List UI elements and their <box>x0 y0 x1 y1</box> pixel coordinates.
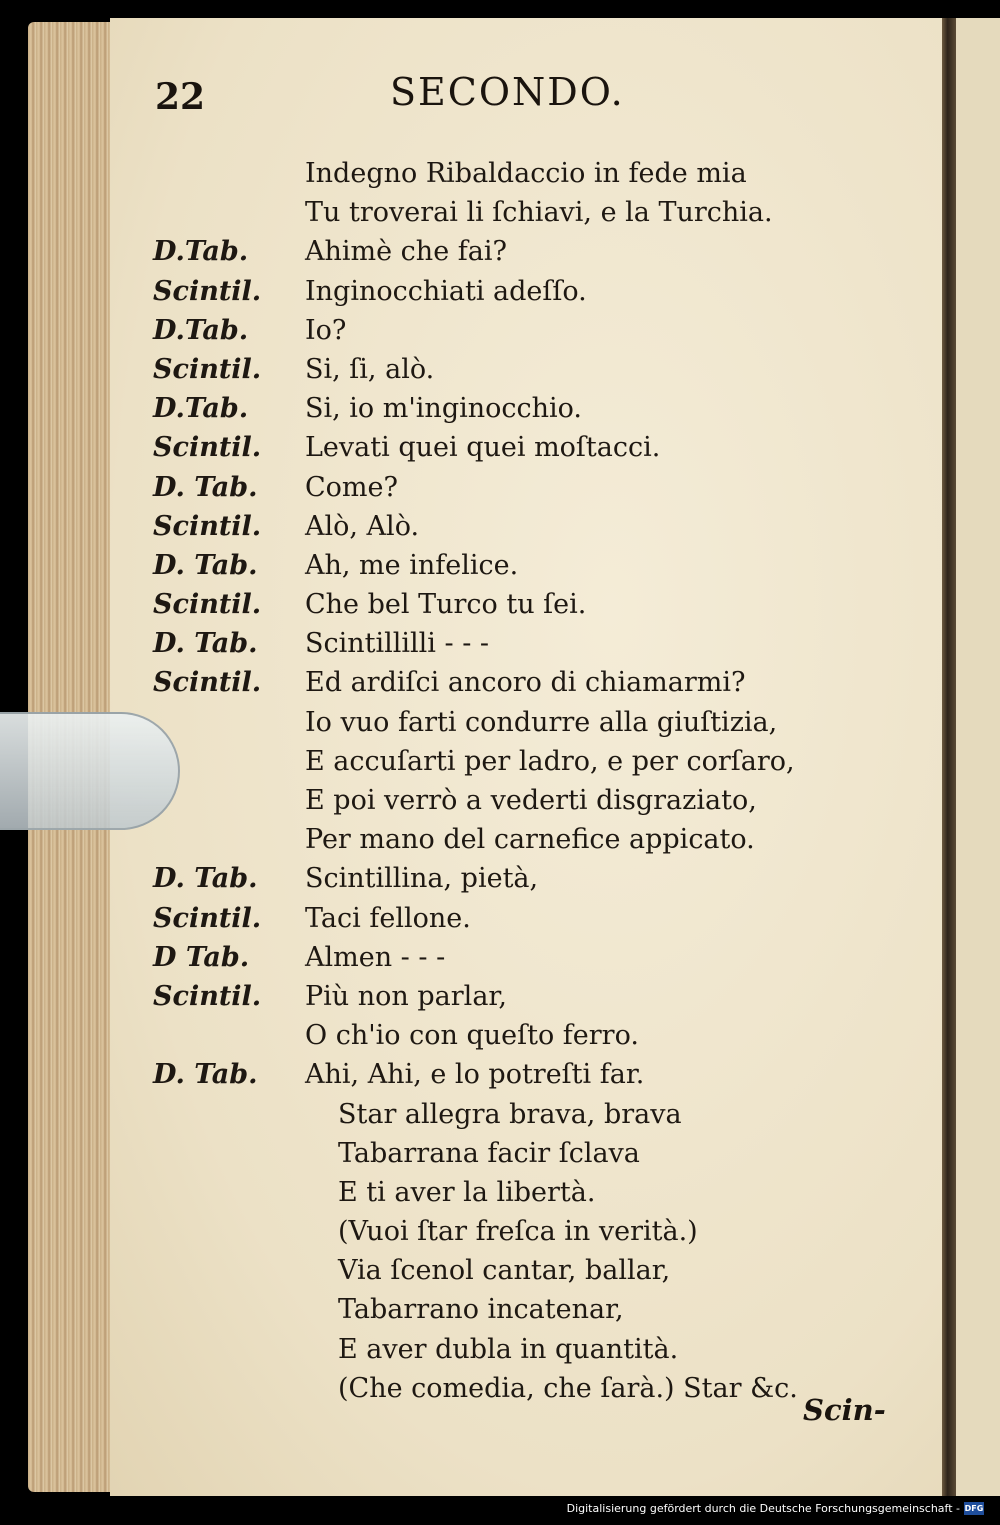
dialogue-line <box>0 1294 1000 1333</box>
line-text: Alò, Alò. <box>305 510 420 542</box>
line-text: O ch'io con queſto ferro. <box>305 1020 639 1052</box>
line-text: Ahimè che fai? <box>305 236 507 268</box>
speaker-label: D.Tab. <box>153 314 249 346</box>
dialogue-line <box>0 432 1000 471</box>
line-text: Almen - - - <box>305 941 446 973</box>
line-text: Taci fellone. <box>305 902 471 934</box>
speaker-label: Scintil. <box>153 667 262 699</box>
dialogue-line <box>0 472 1000 511</box>
speaker-label: Scintil. <box>153 980 262 1012</box>
line-text: Star allegra brava, brava <box>338 1098 682 1130</box>
digitization-credit: Digitalisierung gefördert durch die Deutsche Forschungsgemeinschaft - <box>566 1502 960 1515</box>
dialogue-lines <box>0 158 1000 1412</box>
dialogue-line <box>0 1059 1000 1098</box>
dialogue-line <box>0 158 1000 197</box>
dialogue-line <box>0 1099 1000 1138</box>
speaker-label: D. Tab. <box>153 863 258 895</box>
line-text: Per mano del carnefice appicato. <box>305 824 755 856</box>
dialogue-line <box>0 197 1000 236</box>
line-text: Via ſcenol cantar, ballar, <box>338 1255 671 1287</box>
speaker-label: Scintil. <box>153 510 262 542</box>
catchword: Scin- <box>803 1393 886 1427</box>
speaker-label: D.Tab. <box>153 236 249 268</box>
page-number: 22 <box>155 76 206 118</box>
dialogue-line <box>0 1177 1000 1216</box>
line-text: Inginocchiati adeſſo. <box>305 275 587 307</box>
dialogue-line <box>0 1334 1000 1373</box>
line-text: Si, io m'inginocchio. <box>305 393 583 425</box>
dialogue-line <box>0 1138 1000 1177</box>
dialogue-line <box>0 1020 1000 1059</box>
line-text: E poi verrò a vederti disgraziato, <box>305 785 757 816</box>
dialogue-line <box>0 942 1000 981</box>
line-text: Indegno Ribaldaccio in fede mia <box>305 158 747 189</box>
line-text: Tu troverai li ſchiavi, e la Turchia. <box>305 197 773 229</box>
speaker-label: D. Tab. <box>153 1059 258 1091</box>
dialogue-line <box>0 589 1000 628</box>
speaker-label: Scintil. <box>153 589 262 621</box>
dialogue-line <box>0 746 1000 785</box>
speaker-label: D. Tab. <box>153 549 258 581</box>
line-text: Levati quei quei moſtacci. <box>305 432 661 464</box>
dialogue-line <box>0 511 1000 550</box>
dialogue-line <box>0 1255 1000 1294</box>
line-text: Ed ardiſci ancoro di chiamarmi? <box>305 667 746 699</box>
line-text: Più non parlar, <box>305 980 507 1012</box>
speaker-label: Scintil. <box>153 275 262 307</box>
line-text: E aver dubla in quantità. <box>338 1333 679 1365</box>
line-text: (Vuoi ſtar freſca in verità.) <box>338 1216 698 1248</box>
line-text: Scintillilli - - - <box>305 628 490 660</box>
dialogue-line <box>0 628 1000 667</box>
dialogue-line <box>0 981 1000 1020</box>
dfg-logo: DFG <box>964 1504 984 1513</box>
dialogue-line <box>0 354 1000 393</box>
speaker-label: Scintil. <box>153 432 262 464</box>
line-text: Come? <box>305 471 398 503</box>
dialogue-line <box>0 903 1000 942</box>
line-text: E accuſarti per ladro, e per corſaro, <box>305 745 795 777</box>
speaker-label: D Tab. <box>153 941 250 973</box>
line-text: Tabarrano incatenar, <box>338 1294 624 1326</box>
line-text: Scintillina, pietà, <box>305 863 539 895</box>
line-text: Ah, me infelice. <box>305 549 519 581</box>
line-text: Che bel Turco tu ſei. <box>305 589 587 621</box>
dialogue-line <box>0 707 1000 746</box>
speaker-label: Scintil. <box>153 353 262 385</box>
running-head: SECONDO. <box>390 70 625 114</box>
dialogue-line <box>0 236 1000 275</box>
line-text: Si, ſi, alò. <box>305 353 435 385</box>
dialogue-line <box>0 1216 1000 1255</box>
line-text: E ti aver la libertà. <box>338 1176 596 1208</box>
dialogue-line <box>0 276 1000 315</box>
line-text: Io? <box>305 314 347 346</box>
dialogue-line <box>0 824 1000 863</box>
speaker-label: D. Tab. <box>153 628 258 660</box>
dialogue-line <box>0 393 1000 432</box>
dialogue-line <box>0 667 1000 706</box>
line-text: Ahi, Ahi, e lo potreſti far. <box>305 1059 645 1091</box>
dialogue-line <box>0 785 1000 824</box>
line-text: Tabarrana facir ſclava <box>338 1137 640 1169</box>
dialogue-line <box>0 863 1000 902</box>
line-text: Io vuo farti condurre alla giuſtizia, <box>305 706 778 738</box>
speaker-label: Scintil. <box>153 902 262 934</box>
dialogue-line <box>0 315 1000 354</box>
speaker-label: D.Tab. <box>153 393 249 425</box>
dialogue-line <box>0 550 1000 589</box>
line-text: (Che comedia, che ſarà.) Star &c. <box>338 1372 798 1404</box>
speaker-label: D. Tab. <box>153 471 258 503</box>
